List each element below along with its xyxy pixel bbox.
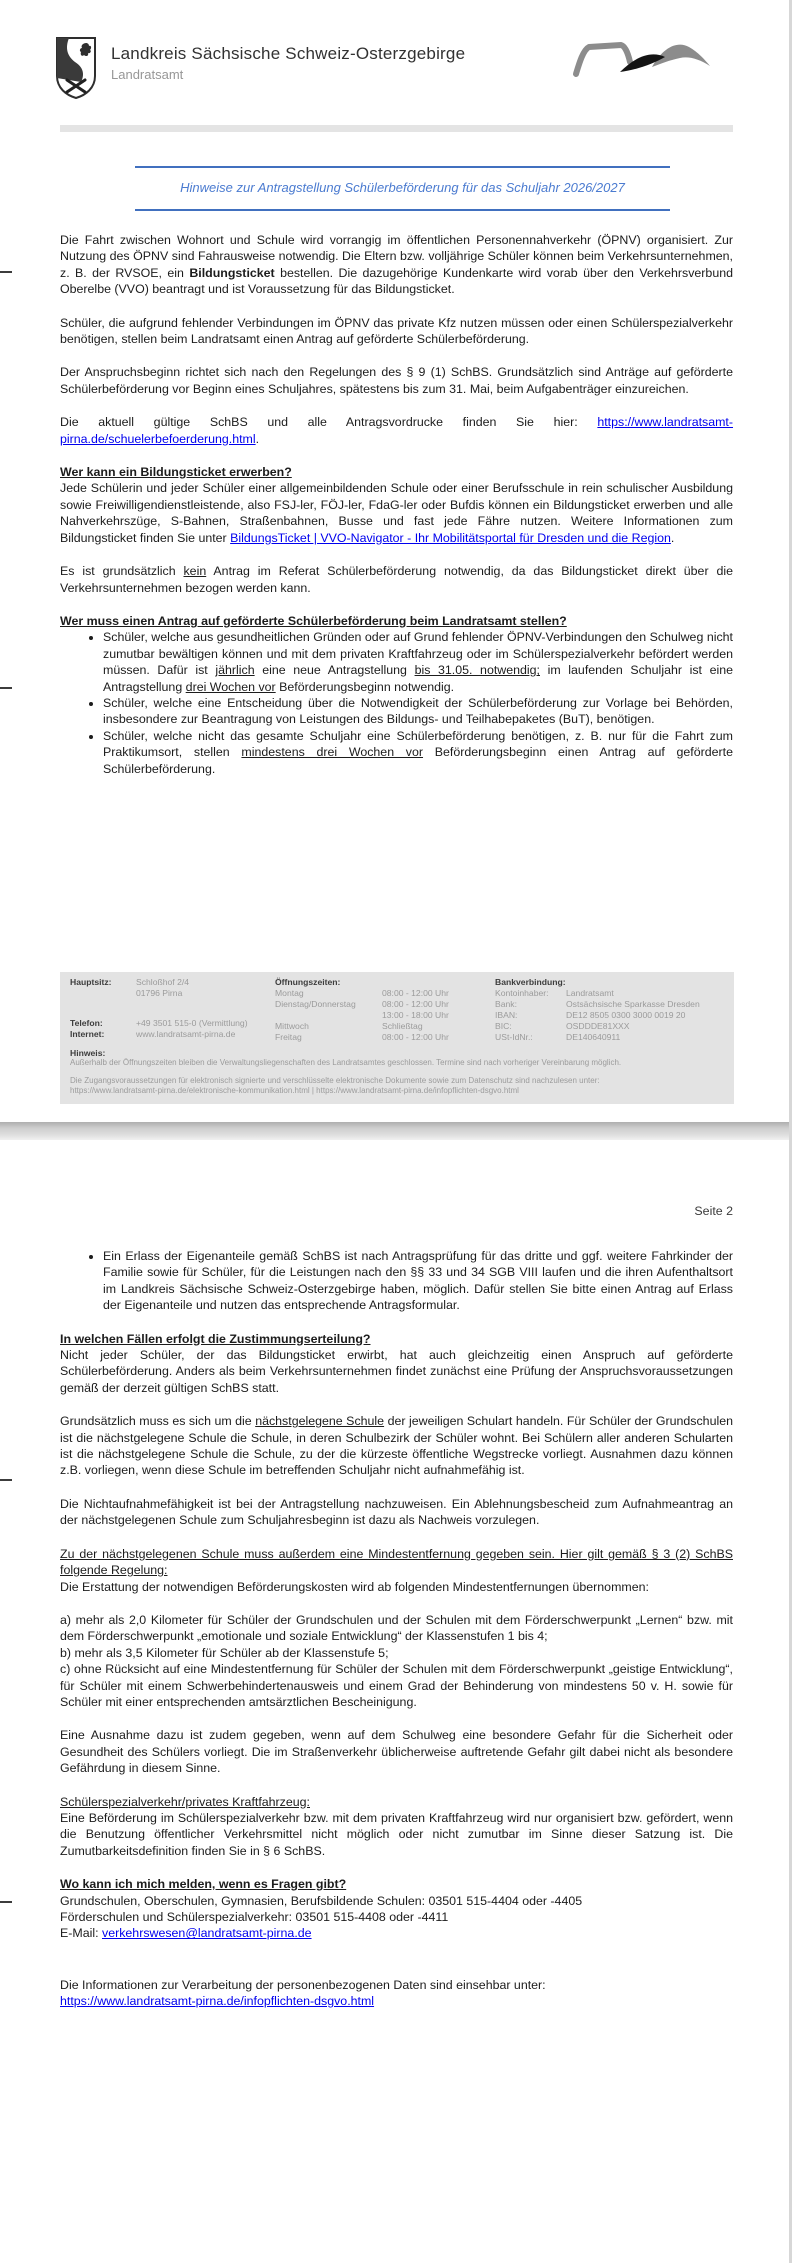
footer-col-address (70, 977, 248, 1040)
section-heading-spezialverkehr: Schülerspezialverkehr/privates Kraftfahrzeug: (60, 1794, 310, 1809)
footer-col-hours (275, 977, 449, 1043)
paragraph-erstattung (60, 1579, 733, 1595)
zugang-links: https://www.landratsamt-pirna.de/elektronische-kommunikation.html | https://www.landratsamt-pirna.de/infopflichten-dsgvo.html (70, 1086, 519, 1095)
page-1 (0, 0, 792, 1122)
footer-row: Bankverbindung: (495, 977, 566, 987)
page-gap (0, 1122, 792, 1140)
letterhead (55, 36, 465, 105)
paragraph-mindestentfernung-intro (60, 1546, 733, 1579)
footer-row: Freitag 08:00 - 12:00 Uhr (275, 1032, 449, 1042)
footer-row: Bank: Ostsächsische Sparkasse Dresden (495, 999, 700, 1009)
text-segment: bestellen. Die dazugehörige Kundenkarte wird vorab über den Verkehrsverbund Oberelbe (VVO) beantragt und ist Voraussetzung für das Bildungsticket. (60, 265, 733, 297)
footer-row: Kontoinhaber: Landratsamt (495, 988, 614, 998)
contact-line-foerderschulen (60, 1909, 733, 1925)
paragraph-oepnv (60, 232, 733, 298)
org-subtitle: Landratsamt (111, 67, 184, 82)
footer-row: Mittwoch Schließtag (275, 1021, 423, 1031)
text-segment: Ein Erlass der Eigenanteile gemäß SchBS ist nach Antragsprüfung für das dritte und ggf. weitere Fahrkinder der Familie sowie für Schüler, für die Leistungen nach den §§ 33 und 34 SGB VIII laufen und die ihren Aufenthaltsort im Landkreis Sächsische Schweiz-Osterzgebirge haben, möglich. Dafür stellen Sie bitte einen Antrag auf Erlass der Eigenanteile und nutzen das entsprechende Antragsformular. (103, 1249, 733, 1313)
text-segment: jährlich (215, 663, 255, 678)
org-title-block (111, 36, 465, 82)
text-segment: Grundsätzlich muss es sich um die (60, 1414, 256, 1429)
footer-row: Hauptsitz: Schloßhof 2/4 (70, 977, 190, 987)
bullet-list (60, 1248, 733, 1314)
text-segment: Der Anspruchsbeginn richtet sich nach den Regelungen des § 9 (1) SchBS. Grundsätzlich sind Anträge auf geförderte Schülerbeförderung vor Beginn eines Schuljahres, spätestens bis zum 31. Mai, beim Aufgabenträger einzureichen. (60, 365, 733, 396)
paragraph-kein-antrag (60, 563, 733, 596)
paragraph-kfz (60, 315, 733, 348)
header-divider (60, 125, 733, 132)
section-heading-bildungsticket: Wer kann ein Bildungsticket erwerben? (60, 465, 292, 480)
page-2-body (60, 1248, 733, 2010)
text-segment: b) mehr als 3,5 Kilometer für Schüler ab der Klassenstufe 5; (60, 1645, 389, 1660)
page-1-body (60, 232, 733, 777)
text-segment: Jede Schülerin und jeder Schüler einer allgemeinbildenden Schule oder einer Berufsschule in rein schulischer Ausbildung sowie Freiwilligendienstleistende, also FSJ-ler, FÖJ-ler, FdaG-ler oder Bufdis können ein Bildungsticket erwerben und alle Nahverkehrszüge, S-Bahnen, Straßenbahnen, Busse und fast jede Fähre nutzen. Weitere Informationen zum Bildungsticket finden Sie unter (60, 481, 733, 545)
hinweis-text: Außerhalb der Öffnungszeiten bleiben die Verwaltungsliegenschaften des Landratsamtes geschlossen. Termine sind nach vorheriger Vereinbarung möglich. (70, 1058, 622, 1067)
text-segment: bis 31.05. notwendig; (414, 663, 540, 678)
footer-row: 13:00 - 18:00 Uhr (382, 1010, 449, 1020)
coat-of-arms-icon (55, 36, 97, 105)
list-item-a (60, 1612, 733, 1645)
text-segment: . (670, 530, 675, 545)
text-segment: nächstgelegene Schule (255, 1414, 385, 1429)
info-footer (60, 972, 734, 1104)
text-segment: Es ist grundsätzlich (60, 564, 184, 579)
hinweis-label: Hinweis: (70, 1048, 106, 1058)
paragraph-ausnahme-gefahr (60, 1727, 733, 1776)
footer-row: Internet: www.landratsamt-pirna.de (70, 1029, 236, 1039)
title-rule-bottom (135, 209, 670, 211)
text-segment: Die Fahrt zwischen Wohnort und Schule wird vorrangig im öffentlichen Personennahverkehr (ÖPNV) organisiert. Zur Nutzung des ÖPNV sind Fahrausweise notwendig. Die Eltern bzw. volljährige Schüler können beim Verkehrsunternehmen, z. B. der RVSOE, ein (60, 233, 733, 280)
text-segment: Nicht jeder Schüler, der das Bildungsticket erwirbt, hat auch gleichzeitig einen Anspruch auf geförderte Schülerbeförderung. Anders als beim Verkehrsunternehmen findet zunächst eine Prüfung der Anspruchsvoraussetzungen gemäß der derzeit gültigen SchBS statt. (60, 1348, 733, 1395)
text-segment: der jeweiligen Schulart handeln. Für Schüler der Grundschulen ist die nächstgelegene Schule die Schule, in deren Schulbezirk der Schüler wohnt. Bei Schülern aller anderen Schularten ist die nächstgelegene Schule die Schule, zu der die kürzeste öffentliche Wegstrecke vorliegt. Ausnahmen dazu können z.B. vorliegen, wenn diese Schule im betreffenden Schuljahr nicht aufnahmefähig ist. (60, 1414, 733, 1478)
paragraph-naechstgelegene-schule (60, 1413, 733, 1479)
text-segment: mindestens drei Wochen vor (241, 745, 424, 760)
bullet-item (103, 1248, 733, 1314)
inline-link[interactable]: https://www.landratsamt-pirna.de/schuelerbefoerderung.html (60, 415, 733, 446)
contact-line-email (60, 1925, 733, 1941)
text-segment: Förderschulen und Schülerspezialverkehr: 03501 515-4408 oder -4411 (60, 1910, 449, 1924)
text-segment: Schüler, die aufgrund fehlender Verbindungen im ÖPNV das private Kfz nutzen müssen oder einen Schülerspezialverkehr benötigen, stellen beim Landratsamt einen Antrag auf geförderte Schülerbeförderung. (60, 315, 733, 347)
footer-hinweis (70, 1048, 724, 1096)
paragraph-bildungsticket (60, 480, 733, 546)
text-segment: kein (183, 564, 207, 579)
paragraph-anspruchsbeginn (60, 364, 733, 397)
footer-row: Telefon: +49 3501 515-0 (Vermittlung) (70, 1018, 248, 1028)
text-segment: Zu der nächstgelegenen Schule muss außerdem eine Mindestentfernung gegeben sein. Hier gilt gemäß § 3 (2) SchBS folgende Regelung: (60, 1546, 733, 1578)
title-block (135, 166, 670, 211)
text-segment: Die Informationen zur Verarbeitung der personenbezogenen Daten sind einsehbar unter: (60, 1977, 546, 1992)
text-segment: Die aktuell gültige SchBS und alle Antragsvordrucke finden Sie hier: (60, 415, 598, 430)
paragraph-spezialverkehr (60, 1810, 733, 1859)
text-segment: Schüler, welche aus gesundheitlichen Gründen oder auf Grund fehlender ÖPNV-Verbindungen den Schulweg nicht zumutbar bewältigen können und mit dem privaten Kraftfahrzeug oder im Schülerspezialverkehr befördert werden müssen. Dafür ist (103, 630, 733, 678)
text-segment: Bildungsticket (189, 265, 275, 280)
text-segment: Beförderungsbeginn einen Antrag auf geförderte Schülerbeförderung. (103, 745, 733, 776)
section-heading-antrag: Wer muss einen Antrag auf geförderte Schülerbeförderung beim Landratsamt stellen? (60, 613, 567, 628)
text-segment: Grundschulen, Oberschulen, Gymnasien, Berufsbildende Schulen: 03501 515-4404 oder -4405 (60, 1893, 583, 1908)
paragraph-schbs-link (60, 414, 733, 447)
inline-link[interactable]: verkehrswesen@landratsamt-pirna.de (102, 1926, 312, 1941)
section-heading-zustimmung: In welchen Fällen erfolgt die Zustimmungserteilung? (60, 1331, 371, 1346)
paragraph-nichtaufnahme (60, 1496, 733, 1529)
section-heading-fragen: Wo kann ich mich melden, wenn es Fragen gibt? (60, 1877, 347, 1892)
footer-row: Öffnungszeiten: (275, 977, 341, 987)
fold-mark (0, 1901, 12, 1903)
fold-mark (0, 271, 12, 273)
footer-row: Montag 08:00 - 12:00 Uhr (275, 988, 449, 998)
fold-mark (0, 687, 12, 689)
bullet-item (103, 629, 733, 695)
text-segment: c) ohne Rücksicht auf eine Mindestentfernung für Schüler der Schulen mit dem Förderschwerpunkt „geistige Entwicklung“, für Schüler mit einem Schwerbehindertenausweis und einem Grad der Behinderung von mindestens 50 v. H. sowie für Schüler mit einer entsprechenden amtsärztlichen Bescheinigung. (60, 1662, 733, 1709)
bullet-list (60, 629, 733, 777)
mountains-logo-icon (572, 36, 712, 83)
paragraph-dsgvo (60, 1977, 733, 1993)
text-segment: Die Erstattung der notwendigen Beförderungskosten wird ab folgenden Mindestentfernungen übernommen: (60, 1579, 649, 1594)
bullet-item (103, 695, 733, 728)
org-name: Landkreis Sächsische Schweiz-Osterzgebirge (111, 44, 466, 63)
fold-mark (0, 1479, 12, 1481)
text-segment: a) mehr als 2,0 Kilometer für Schüler der Grundschulen und der Schulen mit dem Förderschwerpunkt „Lernen“ bzw. mit dem Förderschwerpunkt „emotionale und soziale Entwicklung“ der Klassenstufen 1 bis 4; (60, 1612, 733, 1644)
text-segment: drei Wochen vor (185, 679, 276, 694)
zugang-text: Die Zugangsvoraussetzungen für elektronisch signierte und verschlüsselte elektronische Dokumente sowie zum Datenschutz sind nachzulesen unter: (70, 1076, 600, 1085)
text-segment: Schüler, welche eine Entscheidung über die Notwendigkeit der Schülerbeförderung zur Vorlage bei Behörden, insbesondere zur Beantragung von Leistungen des Bildungs- und Teilhabepaketes (BuT), benötigen. (103, 695, 733, 727)
footer-row: USt-IdNr.: DE140640911 (495, 1032, 621, 1042)
list-item-b (60, 1645, 733, 1661)
page-number: Seite 2 (694, 1204, 733, 1218)
list-item-c (60, 1661, 733, 1710)
footer-col-bank (495, 977, 700, 1043)
bullet-item (103, 728, 733, 777)
footer-row: IBAN: DE12 8505 0300 3000 0019 20 (495, 1010, 686, 1020)
footer-row: Dienstag/Donnerstag 08:00 - 12:00 Uhr (275, 999, 449, 1009)
text-segment: eine neue Antragstellung (254, 663, 415, 678)
text-segment: Eine Beförderung im Schülerspezialverkehr bzw. mit dem privaten Kraftfahrzeug wird nur organisiert bzw. gefördert, wenn die Benutzung öffentlicher Verkehrsmittel nicht möglich oder nicht zumutbar im Sinne dieser Satzung ist. Die Zumutbarkeitsdefinition finden Sie in § 6 SchBS. (60, 1810, 733, 1858)
text-segment: Beförderungsbeginn notwendig. (275, 679, 455, 694)
paragraph-zustimmung (60, 1347, 733, 1396)
text-segment: Antrag im Referat Schülerbeförderung notwendig, da das Bildungsticket direkt über die Verkehrsunternehmen bezogen werden kann. (60, 564, 733, 595)
inline-link[interactable]: BildungsTicket | VVO-Navigator - Ihr Mobilitätsportal für Dresden und die Region (230, 530, 671, 545)
text-segment: Die Nichtaufnahmefähigkeit ist bei der Antragstellung nachzuweisen. Ein Ablehnungsbescheid zum Aufnahmeantrag an der nächstgelegenen Schule zum Schuljahresbeginn ist dazu als Nachweis vorzulegen. (60, 1496, 733, 1528)
text-segment: Schüler, welche nicht das gesamte Schuljahr eine Schülerbeförderung benötigen, z. B. nur für die Fahrt zum Praktikumsort, stellen (103, 728, 733, 760)
dsgvo-link-line (60, 1993, 733, 2009)
text-segment: Eine Ausnahme dazu ist zudem gegeben, wenn auf dem Schulweg eine besondere Gefahr für die Sicherheit oder Gesundheit des Schülers vorliegt. Die im Straßenverkehr üblicherweise auftretende Gefahr gilt dabei nicht als besondere Gefährdung in diesem Sinne. (60, 1728, 733, 1776)
page-2 (0, 1140, 792, 2263)
text-segment: im laufenden Schuljahr ist eine Antragstellung (103, 663, 734, 694)
footer-row: BIC: OSDDDE81XXX (495, 1021, 630, 1031)
inline-link[interactable]: https://www.landratsamt-pirna.de/infopflichten-dsgvo.html (60, 1994, 375, 2009)
text-segment: . (255, 431, 260, 446)
text-segment: E-Mail: (60, 1926, 102, 1941)
footer-row: 01796 Pirna (136, 988, 183, 998)
document-title: Hinweise zur Antragstellung Schülerbeförderung für das Schuljahr 2026/2027 (180, 180, 625, 195)
contact-line-schools (60, 1893, 733, 1909)
